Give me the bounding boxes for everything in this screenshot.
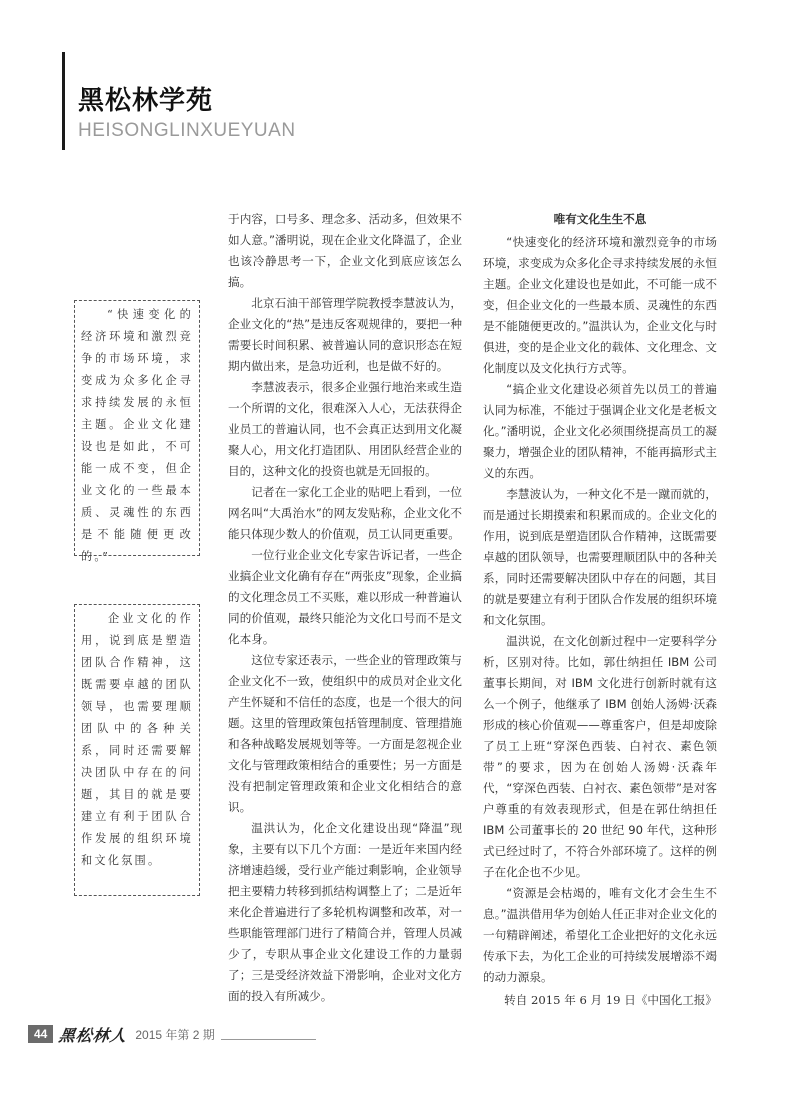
article-paragraph: 记者在一家化工企业的贴吧上看到，一位网名叫“大禹治水”的网友发贴称，企业文化不能只体现少数人的价值观，员工认同更重要。 xyxy=(228,485,462,541)
pull-quote-box xyxy=(74,300,200,563)
pull-quote-text: 企业文化的作用，说到底是塑造团队合作精神，这既需要卓越的团队领导，也需要理顺团队中的各种关系，同时还需要解决团队中存在的问题，其目的就是要建立有利于团队合作发展的组织环境和文化氛围。 xyxy=(81,612,193,867)
article-column-right xyxy=(483,209,717,1011)
article-subheading: 唯有文化生生不息 xyxy=(553,212,647,226)
article-paragraph: “资源是会枯竭的，唯有文化才会生生不息。”温洪借用华为创始人任正非对企业文化的一句精辟阐述，希望化工企业把好的文化永远传承下去，为化工企业的可持续发展增添不竭的动力源泉。 xyxy=(483,886,717,984)
article-paragraph: 温洪认为，化企文化建设出现“降温”现象，主要有以下几个方面：一是近年来国内经济增速趋缓，受行业产能过剩影响，企业领导把主要精力转移到抓结构调整上了；二是近年来化企普遍进行了多轮机构调整和改革，对一些职能管理部门进行了精简合并，管理人员减少了，专职从事企业文化建设工作的力量弱了；三是受经济效益下滑影响，企业对文化方面的投入有所减少。 xyxy=(228,821,462,1003)
article-paragraph: “搞企业文化建设必须首先以员工的普遍认同为标准，不能过于强调企业文化是老板文化。”潘明说，企业文化必须围绕提高员工的凝聚力，增强企业的团队精神，不能再搞形式主义的东西。 xyxy=(483,382,717,480)
footer-rule xyxy=(221,1039,316,1040)
article-paragraph: 北京石油干部管理学院教授李慧波认为，企业文化的“热”是违反客观规律的，要把一种需要长时间积累、被普遍认同的意识形态在短期内做出来，是急功近利，也是做不好的。 xyxy=(228,296,462,373)
pull-quote-box xyxy=(74,604,200,896)
article-paragraph: 一位行业企业文化专家告诉记者，一些企业搞企业文化确有存在“两张皮”现象，企业搞的文化理念员工不买账，难以形成一种普遍认同的价值观，最终只能沦为文化口号而不是文化本身。 xyxy=(228,548,462,646)
article-paragraph: 于内容，口号多、理念多、活动多，但效果不如人意。”潘明说，现在企业文化降温了，企业也该冷静思考一下，企业文化到底应该怎么搞。 xyxy=(228,212,462,289)
article-paragraph: 温洪说，在文化创新过程中一定要科学分析，区别对待。比如，郭仕纳担任 IBM 公司董事长期间，对 IBM 文化进行创新时就有这么一个例子，他继承了 IBM 创始人汤姆·沃森形成的核心价值观——尊重客户，但是却废除了员工上班“穿深色西装、白衬衣、素色领带”的要求，因为在创始人汤姆·沃森年代，“穿深色西装、白衬衣、素色领带”是对客户尊重的有效表现形式，但是在郭仕纳担任 IBM 公司董事长的 20 世纪 90 年代，这种形式已经过时了，不符合外部环境了。这样的例子在化企也不少见。 xyxy=(483,634,717,879)
pull-quote-text: “快速变化的经济环境和激烈竞争的市场环境，求变成为众多化企寻求持续发展的永恒主题。企业文化建设也是如此，不可能一成不变，但企业文化的一些最本质、灵魂性的东西是不能随便更改的。” xyxy=(81,308,193,563)
issue-label: 2015 年第 2 期 xyxy=(135,1027,215,1042)
article-paragraph: 李慧波表示，很多企业强行地治来或生造一个所谓的文化，很难深入人心，无法获得企业员工的普遍认同，也不会真正达到用文化凝聚人心，用文化打造团队、用团队经营企业的目的，这种文化的投资也就是无回报的。 xyxy=(228,380,462,478)
section-title: 黑松林学苑 xyxy=(78,86,214,116)
article-source: 转自 2015 年 6 月 19 日《中国化工报》 xyxy=(504,993,717,1007)
article-column-middle xyxy=(228,209,462,1007)
article-paragraph: 李慧波认为，一种文化不是一蹴而就的，而是通过长期摸索和积累而成的。企业文化的作用，说到底是塑造团队合作精神，这既需要卓越的团队领导，也需要理顺团队中的各种关系，同时还需要解决团队中存在的问题，其目的就是要建立有利于团队合作发展的组织环境和文化氛围。 xyxy=(483,487,717,627)
page-number: 44 xyxy=(28,1025,53,1043)
section-subtitle: HEISONGLINXUEYUAN xyxy=(78,120,296,141)
section-accent-bar xyxy=(62,52,65,150)
article-paragraph: “快速变化的经济环境和激烈竞争的市场环境，求变成为众多化企寻求持续发展的永恒主题。企业文化建设也是如此，不可能一成不变，但企业文化的一些最本质、灵魂性的东西是不能随便更改的。”温洪认为，企业文化与时俱进，变的是企业文化的载体、文化理念、文化制度以及文化执行方式等。 xyxy=(483,235,717,375)
magazine-logo: 黑松林人 xyxy=(57,1025,129,1045)
article-paragraph: 这位专家还表示，一些企业的管理政策与企业文化不一致，使组织中的成员对企业文化产生怀疑和不信任的态度，也是一个很大的问题。这里的管理政策包括管理制度、管理措施和各种战略发展规划等等。一方面是忽视企业文化与管理政策相结合的重要性；另一方面是没有把制定管理政策和企业文化相结合的意识。 xyxy=(228,653,462,814)
page-footer xyxy=(28,1024,316,1044)
